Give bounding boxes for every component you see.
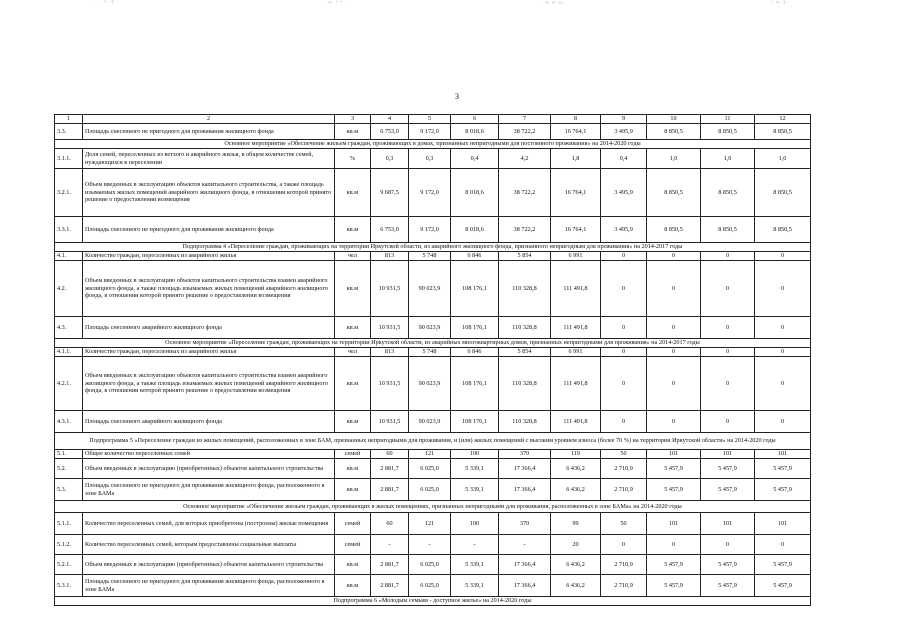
row-code: 4.1. — [55, 252, 83, 261]
table-row — [55, 217, 811, 243]
value-cell: 1,0 — [755, 149, 811, 169]
table-row — [55, 252, 811, 261]
value-cell: 0,4 — [601, 149, 647, 169]
value-cell: 2 881,7 — [371, 555, 409, 575]
value-cell: 813 — [371, 348, 409, 357]
value-cell: 0 — [755, 535, 811, 555]
table-row — [55, 479, 811, 501]
unit-cell: семей — [335, 535, 371, 555]
value-cell: 0 — [601, 317, 647, 339]
indicator-name: Объем введенных в эксплуатацию (приобретенных) объектов капитального строительства — [83, 555, 335, 575]
value-cell: 0 — [755, 317, 811, 339]
scan-mark: · ·+·† · — [95, 0, 121, 6]
table-row — [55, 555, 811, 575]
value-cell: 111 491,8 — [551, 357, 601, 411]
unit-cell: семей — [335, 450, 371, 459]
value-cell: 9 172,0 — [409, 217, 451, 243]
section-heading: Подпрограмма 4 «Переселение граждан, проживающих на территории Иркутской области, из аварийного жилищного фонда, признанного непригодным для проживания» на 2014-2017 годы — [55, 243, 811, 252]
value-cell: 0 — [647, 357, 701, 411]
column-number: 12 — [755, 115, 811, 124]
value-cell: 6 846 — [451, 252, 499, 261]
indicator-name: Общее количество переселенных семей — [83, 450, 335, 459]
value-cell: 110 328,8 — [499, 411, 551, 433]
value-cell: 8 850,5 — [755, 124, 811, 140]
indicator-name: Площадь снесенного не пригодного для проживания жилищного фонда — [83, 124, 335, 140]
value-cell: 6 991 — [551, 348, 601, 357]
column-number: 10 — [647, 115, 701, 124]
section-heading-row — [55, 140, 811, 149]
value-cell: 6 025,0 — [409, 555, 451, 575]
row-code: 3.3.1. — [55, 217, 83, 243]
value-cell: 108 176,1 — [451, 317, 499, 339]
value-cell: 5 854 — [499, 252, 551, 261]
value-cell: 5 339,1 — [451, 575, 499, 597]
value-cell: 17 366,4 — [499, 459, 551, 479]
value-cell: 6 846 — [451, 348, 499, 357]
value-cell: 6 025,0 — [409, 459, 451, 479]
column-number: 6 — [451, 115, 499, 124]
value-cell: 119 — [551, 450, 601, 459]
value-cell: 8 850,5 — [647, 217, 701, 243]
value-cell: 90 023,9 — [409, 357, 451, 411]
unit-cell: кв.м — [335, 411, 371, 433]
section-heading-row — [55, 339, 811, 348]
column-number: 2 — [83, 115, 335, 124]
value-cell: 0 — [601, 261, 647, 317]
value-cell: 8 850,5 — [755, 217, 811, 243]
unit-cell: кв.м — [335, 217, 371, 243]
value-cell: 0 — [701, 348, 755, 357]
section-heading: Подпрограмма 5 «Переселение граждан из жилых помещений, расположенных в зоне БАМ, признанных непригодными для проживания, и (или) жилых помещений с высоким уровнем износа (более 70 %) на территории Иркутской области» на 2014-2020 годы — [55, 433, 811, 450]
value-cell: 5 457,9 — [647, 459, 701, 479]
column-number: 4 — [371, 115, 409, 124]
value-cell: 0 — [755, 411, 811, 433]
value-cell: 100 — [451, 513, 499, 535]
unit-cell: кв.м — [335, 261, 371, 317]
value-cell: 4,2 — [499, 149, 551, 169]
table-row — [55, 575, 811, 597]
table-row — [55, 261, 811, 317]
value-cell: 0 — [701, 535, 755, 555]
unit-cell: кв.м — [335, 555, 371, 575]
unit-cell: кв.м — [335, 124, 371, 140]
value-cell: 108 176,1 — [451, 357, 499, 411]
row-code: 4.3. — [55, 317, 83, 339]
value-cell: 0 — [601, 411, 647, 433]
value-cell: 0 — [755, 252, 811, 261]
value-cell: 0 — [701, 261, 755, 317]
value-cell: 108 176,1 — [451, 261, 499, 317]
scan-mark: ˉ·ч·т· — [770, 0, 790, 6]
value-cell: 90 023,9 — [409, 411, 451, 433]
value-cell: 5 854 — [499, 348, 551, 357]
value-cell: 5 748 — [409, 348, 451, 357]
row-code: 5.2. — [55, 459, 83, 479]
value-cell: 111 491,8 — [551, 317, 601, 339]
value-cell: 0 — [601, 252, 647, 261]
value-cell: 0,4 — [451, 149, 499, 169]
row-code: 4.3.1. — [55, 411, 83, 433]
unit-cell: кв.м — [335, 317, 371, 339]
column-number-row — [55, 115, 811, 124]
value-cell: 8 850,5 — [647, 124, 701, 140]
row-code: 5.1.2. — [55, 535, 83, 555]
value-cell: 0 — [601, 348, 647, 357]
value-cell: 6 436,2 — [551, 479, 601, 501]
value-cell: - — [499, 535, 551, 555]
value-cell: 0 — [701, 357, 755, 411]
column-number: 1 — [55, 115, 83, 124]
value-cell: 108 176,1 — [451, 411, 499, 433]
value-cell: 6 991 — [551, 252, 601, 261]
value-cell: 0 — [701, 317, 755, 339]
value-cell: 5 339,1 — [451, 459, 499, 479]
value-cell: 2 710,9 — [601, 479, 647, 501]
section-heading: Основное мероприятие «Обеспечение жильем граждан, проживающих в домах, признанных непригодными для постоянного проживания» на 2014-2020 годы — [55, 140, 811, 149]
value-cell: 10 931,5 — [371, 357, 409, 411]
indicator-name: Объем введенных в эксплуатацию объектов капитального строительства взамен аварийного жилищного фонда, а также площадь изымаемых жилых помещений аварийного жилищного фонда, в отношении которой принято решение о предоставлении возмещения — [83, 357, 335, 411]
row-code: 5.1. — [55, 450, 83, 459]
indicator-name: Количество граждан, переселенных из аварийного жилья — [83, 252, 335, 261]
value-cell: 110 328,8 — [499, 357, 551, 411]
section-heading-row — [55, 501, 811, 513]
row-code: 4.2.1. — [55, 357, 83, 411]
value-cell: 17 366,4 — [499, 479, 551, 501]
value-cell: 2 710,9 — [601, 555, 647, 575]
value-cell: 1,8 — [551, 149, 601, 169]
value-cell: 5 457,9 — [647, 575, 701, 597]
indicator-name: Количество переселенных семей, для которых приобретены (построены) жилые помещения — [83, 513, 335, 535]
row-code: 4.2. — [55, 261, 83, 317]
scan-marks — [0, 0, 905, 10]
value-cell: 16 764,1 — [551, 124, 601, 140]
value-cell: 5 457,9 — [755, 575, 811, 597]
value-cell: 90 023,9 — [409, 261, 451, 317]
value-cell: 10 931,5 — [371, 411, 409, 433]
section-heading-row — [55, 597, 811, 606]
value-cell: 0 — [601, 535, 647, 555]
section-heading: Основное мероприятие «Переселение граждан, проживающих на территории Иркутской области, из аварийных многоквартирных домов, признанных непригодными для проживания» на 2014-2017 годы — [55, 339, 811, 348]
row-code: 5.1.1. — [55, 513, 83, 535]
value-cell: 50 — [601, 450, 647, 459]
value-cell: 111 491,8 — [551, 261, 601, 317]
unit-cell: % — [335, 149, 371, 169]
value-cell: 9 687,5 — [371, 169, 409, 217]
value-cell: 5 457,9 — [755, 479, 811, 501]
value-cell: 17 366,4 — [499, 575, 551, 597]
indicator-name: Площадь снесенного не пригодного для проживания жилищного фонда — [83, 217, 335, 243]
value-cell: 0,3 — [371, 149, 409, 169]
value-cell: 9 172,0 — [409, 169, 451, 217]
unit-cell: кв.м — [335, 575, 371, 597]
value-cell: 101 — [701, 513, 755, 535]
value-cell: 1,0 — [701, 149, 755, 169]
value-cell: 370 — [499, 450, 551, 459]
table-row — [55, 124, 811, 140]
value-cell: 101 — [647, 450, 701, 459]
indicator-name: Количество переселенных семей, которым предоставлены социальные выплаты — [83, 535, 335, 555]
value-cell: 6 436,2 — [551, 555, 601, 575]
indicator-name: Объем введенных в эксплуатацию (приобретенных) объектов капитального строительства — [83, 459, 335, 479]
value-cell: 8 850,5 — [647, 169, 701, 217]
value-cell: 2 710,9 — [601, 575, 647, 597]
row-code: 3.2.1. — [55, 169, 83, 217]
value-cell: 0 — [701, 411, 755, 433]
value-cell: 100 — [451, 450, 499, 459]
value-cell: 10 931,5 — [371, 317, 409, 339]
value-cell: 370 — [499, 513, 551, 535]
value-cell: 5 457,9 — [647, 479, 701, 501]
value-cell: 110 328,8 — [499, 261, 551, 317]
value-cell: 16 764,1 — [551, 169, 601, 217]
unit-cell: семей — [335, 513, 371, 535]
column-number: 3 — [335, 115, 371, 124]
indicator-name: Площадь снесенного не пригодного для проживания жилищного фонда, расположенного в зоне БАМа — [83, 575, 335, 597]
value-cell: 50 — [601, 513, 647, 535]
indicator-name: Объем введенных в эксплуатацию объектов капитального строительства взамен аварийного жилищного фонда, а также площадь изымаемых жилых помещений аварийного жилищного фонда, в отношении которой принято решение о предоставлении возмещения — [83, 261, 335, 317]
indicators-table — [54, 114, 811, 606]
value-cell: 17 366,4 — [499, 555, 551, 575]
value-cell: 6 436,2 — [551, 459, 601, 479]
value-cell: 3 495,9 — [601, 124, 647, 140]
value-cell: 60 — [371, 450, 409, 459]
value-cell: 101 — [755, 450, 811, 459]
section-heading: Основное мероприятие «Обеспечение жильем граждан, проживающих в жилых помещениях, признанных непригодными для проживания, расположенных в зоне БАМа» на 2014-2020 годы — [55, 501, 811, 513]
value-cell: 0 — [755, 261, 811, 317]
value-cell: 8 850,5 — [701, 169, 755, 217]
table-row — [55, 149, 811, 169]
value-cell: 90 023,9 — [409, 317, 451, 339]
value-cell: 38 722,2 — [499, 169, 551, 217]
scan-mark: ·ч·о·о· — [542, 0, 567, 6]
table-row — [55, 357, 811, 411]
column-number: 8 — [551, 115, 601, 124]
page-number: 3 — [455, 92, 459, 101]
value-cell: - — [451, 535, 499, 555]
value-cell: 3 495,9 — [601, 169, 647, 217]
value-cell: 8 850,5 — [755, 169, 811, 217]
row-code: 5.3. — [55, 479, 83, 501]
value-cell: 8 850,5 — [701, 124, 755, 140]
value-cell: 0 — [647, 252, 701, 261]
section-heading-row — [55, 243, 811, 252]
value-cell: 16 764,1 — [551, 217, 601, 243]
value-cell: 10 931,5 — [371, 261, 409, 317]
value-cell: 121 — [409, 513, 451, 535]
row-code: 3.1.1. — [55, 149, 83, 169]
indicator-name: Объем введенных в эксплуатацию объектов капитального строительства, а также площадь изымаемых жилых помещений аварийного жилищного фонда, в отношении которой принято решение о предоставлении возмещения — [83, 169, 335, 217]
value-cell: 0 — [755, 357, 811, 411]
indicator-name: Количество граждан, переселенных из аварийного жилья — [83, 348, 335, 357]
value-cell: 2 710,9 — [601, 459, 647, 479]
value-cell: 60 — [371, 513, 409, 535]
value-cell: - — [371, 535, 409, 555]
value-cell: 99 — [551, 513, 601, 535]
value-cell: 5 339,1 — [451, 555, 499, 575]
value-cell: 9 172,0 — [409, 124, 451, 140]
value-cell: 0 — [647, 535, 701, 555]
value-cell: 0 — [601, 357, 647, 411]
unit-cell: чел — [335, 348, 371, 357]
value-cell: 8 018,6 — [451, 217, 499, 243]
column-number: 7 — [499, 115, 551, 124]
value-cell: 5 457,9 — [701, 459, 755, 479]
value-cell: - — [409, 535, 451, 555]
table-row — [55, 317, 811, 339]
value-cell: 0 — [647, 317, 701, 339]
value-cell: 6 753,0 — [371, 124, 409, 140]
table-row — [55, 513, 811, 535]
value-cell: 2 881,7 — [371, 479, 409, 501]
table-row — [55, 459, 811, 479]
value-cell: 101 — [701, 450, 755, 459]
column-number: 9 — [601, 115, 647, 124]
row-code: 3.3. — [55, 124, 83, 140]
value-cell: 5 457,9 — [755, 555, 811, 575]
table-row — [55, 535, 811, 555]
value-cell: 5 457,9 — [647, 555, 701, 575]
table-row — [55, 169, 811, 217]
table-body — [55, 115, 811, 606]
value-cell: 8 018,6 — [451, 169, 499, 217]
indicator-name: Площадь снесенного аварийного жилищного фонда — [83, 411, 335, 433]
section-heading-row — [55, 433, 811, 450]
value-cell: 6 753,0 — [371, 217, 409, 243]
row-code: 5.3.1. — [55, 575, 83, 597]
unit-cell: кв.м — [335, 479, 371, 501]
value-cell: 0 — [647, 261, 701, 317]
value-cell: 0 — [647, 348, 701, 357]
value-cell: 5 457,9 — [701, 555, 755, 575]
table-row — [55, 348, 811, 357]
value-cell: 6 436,2 — [551, 575, 601, 597]
row-code: 4.1.1. — [55, 348, 83, 357]
unit-cell: кв.м — [335, 459, 371, 479]
value-cell: 121 — [409, 450, 451, 459]
value-cell: 110 328,8 — [499, 317, 551, 339]
value-cell: 5 457,9 — [701, 575, 755, 597]
indicator-name: Доля семей, переселенных из ветхого и аварийного жилья, в общем количестве семей, нуждающихся в переселении — [83, 149, 335, 169]
value-cell: 5 457,9 — [701, 479, 755, 501]
indicator-name: Площадь снесенного не пригодного для проживания жилищного фонда, расположенного в зоне БАМа — [83, 479, 335, 501]
value-cell: 38 722,2 — [499, 124, 551, 140]
value-cell: 1,0 — [647, 149, 701, 169]
column-number: 11 — [701, 115, 755, 124]
row-code: 5.2.1. — [55, 555, 83, 575]
scan-mark: ·ч·++· — [325, 0, 347, 6]
value-cell: 20 — [551, 535, 601, 555]
value-cell: 101 — [647, 513, 701, 535]
value-cell: 0 — [701, 252, 755, 261]
value-cell: 101 — [755, 513, 811, 535]
column-number: 5 — [409, 115, 451, 124]
value-cell: 38 722,2 — [499, 217, 551, 243]
value-cell: 8 850,5 — [701, 217, 755, 243]
value-cell: 2 881,7 — [371, 575, 409, 597]
indicator-name: Площадь снесенного аварийного жилищного фонда — [83, 317, 335, 339]
table-row — [55, 450, 811, 459]
value-cell: 5 339,1 — [451, 479, 499, 501]
value-cell: 6 025,0 — [409, 479, 451, 501]
value-cell: 0 — [755, 348, 811, 357]
value-cell: 0,3 — [409, 149, 451, 169]
value-cell: 5 748 — [409, 252, 451, 261]
unit-cell: кв.м — [335, 357, 371, 411]
value-cell: 5 457,9 — [755, 459, 811, 479]
value-cell: 2 881,7 — [371, 459, 409, 479]
unit-cell: чел — [335, 252, 371, 261]
value-cell: 813 — [371, 252, 409, 261]
unit-cell: кв.м — [335, 169, 371, 217]
value-cell: 111 491,8 — [551, 411, 601, 433]
value-cell: 3 495,9 — [601, 217, 647, 243]
section-heading: Подпрограмма 6 «Молодым семьям - доступное жилье» на 2014-2020 годы — [55, 597, 811, 606]
table-row — [55, 411, 811, 433]
value-cell: 0 — [647, 411, 701, 433]
value-cell: 8 018,6 — [451, 124, 499, 140]
value-cell: 6 025,0 — [409, 575, 451, 597]
